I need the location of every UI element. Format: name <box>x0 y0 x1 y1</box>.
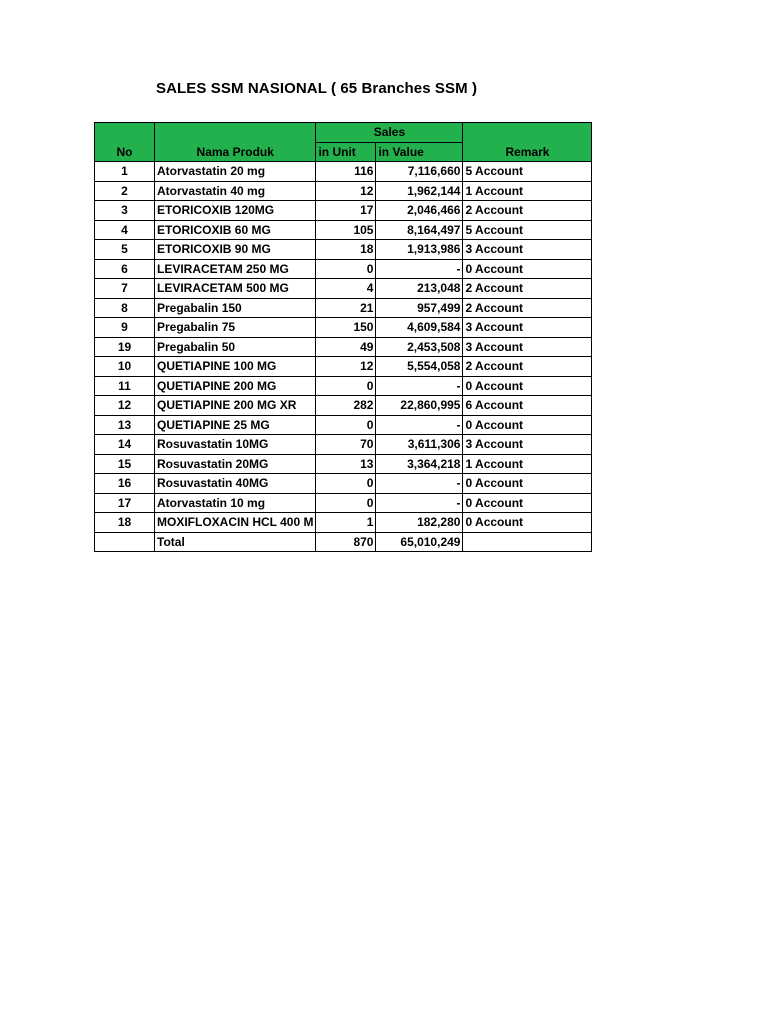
row-no: 11 <box>95 376 155 396</box>
table-row <box>95 493 592 513</box>
row-no: 17 <box>95 493 155 513</box>
row-remark: 2 Account <box>463 201 592 221</box>
table-row <box>95 181 592 201</box>
sales-table <box>94 122 592 552</box>
row-value: 22,860,995 <box>376 396 463 416</box>
row-product-name: MOXIFLOXACIN HCL 400 M <box>155 513 316 533</box>
row-remark: 6 Account <box>463 396 592 416</box>
table-row <box>95 240 592 260</box>
row-value: 4,609,584 <box>376 318 463 338</box>
row-unit: 13 <box>316 454 376 474</box>
row-no: 6 <box>95 259 155 279</box>
row-unit: 0 <box>316 376 376 396</box>
row-product-name: Atorvastatin 40 mg <box>155 181 316 201</box>
row-unit: 150 <box>316 318 376 338</box>
row-value: 2,046,466 <box>376 201 463 221</box>
row-remark: 2 Account <box>463 298 592 318</box>
row-remark: 0 Account <box>463 474 592 494</box>
table-row <box>95 279 592 299</box>
row-remark: 1 Account <box>463 181 592 201</box>
row-no: 12 <box>95 396 155 416</box>
row-unit: 21 <box>316 298 376 318</box>
row-no: 2 <box>95 181 155 201</box>
row-value: 8,164,497 <box>376 220 463 240</box>
row-value: - <box>376 376 463 396</box>
column-header-remark: Remark <box>463 123 592 162</box>
row-value: - <box>376 259 463 279</box>
row-product-name: Atorvastatin 10 mg <box>155 493 316 513</box>
row-value: - <box>376 415 463 435</box>
row-value: 213,048 <box>376 279 463 299</box>
row-remark: 5 Account <box>463 220 592 240</box>
row-unit: 4 <box>316 279 376 299</box>
row-product-name: Pregabalin 50 <box>155 337 316 357</box>
table-row <box>95 513 592 533</box>
row-unit: 0 <box>316 415 376 435</box>
row-unit: 282 <box>316 396 376 416</box>
table-row <box>95 298 592 318</box>
row-no: 15 <box>95 454 155 474</box>
row-value: 1,913,986 <box>376 240 463 260</box>
table-row <box>95 454 592 474</box>
total-label: Total <box>155 532 316 552</box>
table-row <box>95 162 592 182</box>
row-unit: 0 <box>316 259 376 279</box>
row-no: 1 <box>95 162 155 182</box>
row-no: 14 <box>95 435 155 455</box>
table-row <box>95 396 592 416</box>
row-value: 3,364,218 <box>376 454 463 474</box>
row-remark: 3 Account <box>463 337 592 357</box>
table-row <box>95 220 592 240</box>
row-remark: 5 Account <box>463 162 592 182</box>
row-no: 9 <box>95 318 155 338</box>
row-product-name: Rosuvastatin 40MG <box>155 474 316 494</box>
sheet-title: SALES SSM NASIONAL ( 65 Branches SSM ) <box>156 80 478 97</box>
table-row <box>95 337 592 357</box>
row-unit: 0 <box>316 493 376 513</box>
table-row <box>95 201 592 221</box>
row-value: 7,116,660 <box>376 162 463 182</box>
row-no: 7 <box>95 279 155 299</box>
row-product-name: QUETIAPINE 100 MG <box>155 357 316 377</box>
row-unit: 49 <box>316 337 376 357</box>
row-value: 3,611,306 <box>376 435 463 455</box>
header-row-top <box>95 123 592 143</box>
row-product-name: ETORICOXIB 90 MG <box>155 240 316 260</box>
row-unit: 12 <box>316 181 376 201</box>
row-product-name: LEVIRACETAM 250 MG <box>155 259 316 279</box>
row-remark: 0 Account <box>463 513 592 533</box>
row-remark: 0 Account <box>463 259 592 279</box>
row-value: 2,453,508 <box>376 337 463 357</box>
row-remark: 0 Account <box>463 415 592 435</box>
table-body <box>95 162 592 533</box>
table-row <box>95 376 592 396</box>
row-product-name: LEVIRACETAM 500 MG <box>155 279 316 299</box>
row-unit: 1 <box>316 513 376 533</box>
row-remark: 2 Account <box>463 357 592 377</box>
row-value: - <box>376 493 463 513</box>
row-no: 19 <box>95 337 155 357</box>
table-row <box>95 259 592 279</box>
row-no: 13 <box>95 415 155 435</box>
row-product-name: Atorvastatin 20 mg <box>155 162 316 182</box>
row-product-name: Rosuvastatin 10MG <box>155 435 316 455</box>
row-unit: 105 <box>316 220 376 240</box>
column-header-no: No <box>95 123 155 162</box>
total-unit: 870 <box>316 532 376 552</box>
row-product-name: Pregabalin 75 <box>155 318 316 338</box>
row-no: 10 <box>95 357 155 377</box>
column-header-unit: in Unit <box>316 142 376 162</box>
row-unit: 17 <box>316 201 376 221</box>
row-remark: 1 Account <box>463 454 592 474</box>
table-row <box>95 357 592 377</box>
row-unit: 12 <box>316 357 376 377</box>
row-product-name: ETORICOXIB 60 MG <box>155 220 316 240</box>
column-header-sales: Sales <box>316 123 463 143</box>
row-no: 4 <box>95 220 155 240</box>
row-no: 18 <box>95 513 155 533</box>
total-row <box>95 532 592 552</box>
row-remark: 0 Account <box>463 376 592 396</box>
table-row <box>95 474 592 494</box>
row-no: 5 <box>95 240 155 260</box>
row-no: 3 <box>95 201 155 221</box>
row-value: - <box>376 474 463 494</box>
row-value: 182,280 <box>376 513 463 533</box>
column-header-product: Nama Produk <box>155 123 316 162</box>
row-product-name: QUETIAPINE 25 MG <box>155 415 316 435</box>
row-unit: 116 <box>316 162 376 182</box>
row-value: 5,554,058 <box>376 357 463 377</box>
row-unit: 18 <box>316 240 376 260</box>
row-value: 957,499 <box>376 298 463 318</box>
row-remark: 0 Account <box>463 493 592 513</box>
row-unit: 70 <box>316 435 376 455</box>
row-no: 8 <box>95 298 155 318</box>
total-remark-cell <box>463 532 592 552</box>
row-remark: 3 Account <box>463 435 592 455</box>
total-value: 65,010,249 <box>376 532 463 552</box>
total-no-cell <box>95 532 155 552</box>
row-value: 1,962,144 <box>376 181 463 201</box>
row-product-name: QUETIAPINE 200 MG XR <box>155 396 316 416</box>
row-product-name: QUETIAPINE 200 MG <box>155 376 316 396</box>
row-no: 16 <box>95 474 155 494</box>
table-row <box>95 415 592 435</box>
row-unit: 0 <box>316 474 376 494</box>
table-row <box>95 318 592 338</box>
row-remark: 3 Account <box>463 240 592 260</box>
row-product-name: Pregabalin 150 <box>155 298 316 318</box>
table-row <box>95 435 592 455</box>
row-product-name: Rosuvastatin 20MG <box>155 454 316 474</box>
column-header-value: in Value <box>376 142 463 162</box>
row-remark: 3 Account <box>463 318 592 338</box>
row-product-name: ETORICOXIB 120MG <box>155 201 316 221</box>
row-remark: 2 Account <box>463 279 592 299</box>
